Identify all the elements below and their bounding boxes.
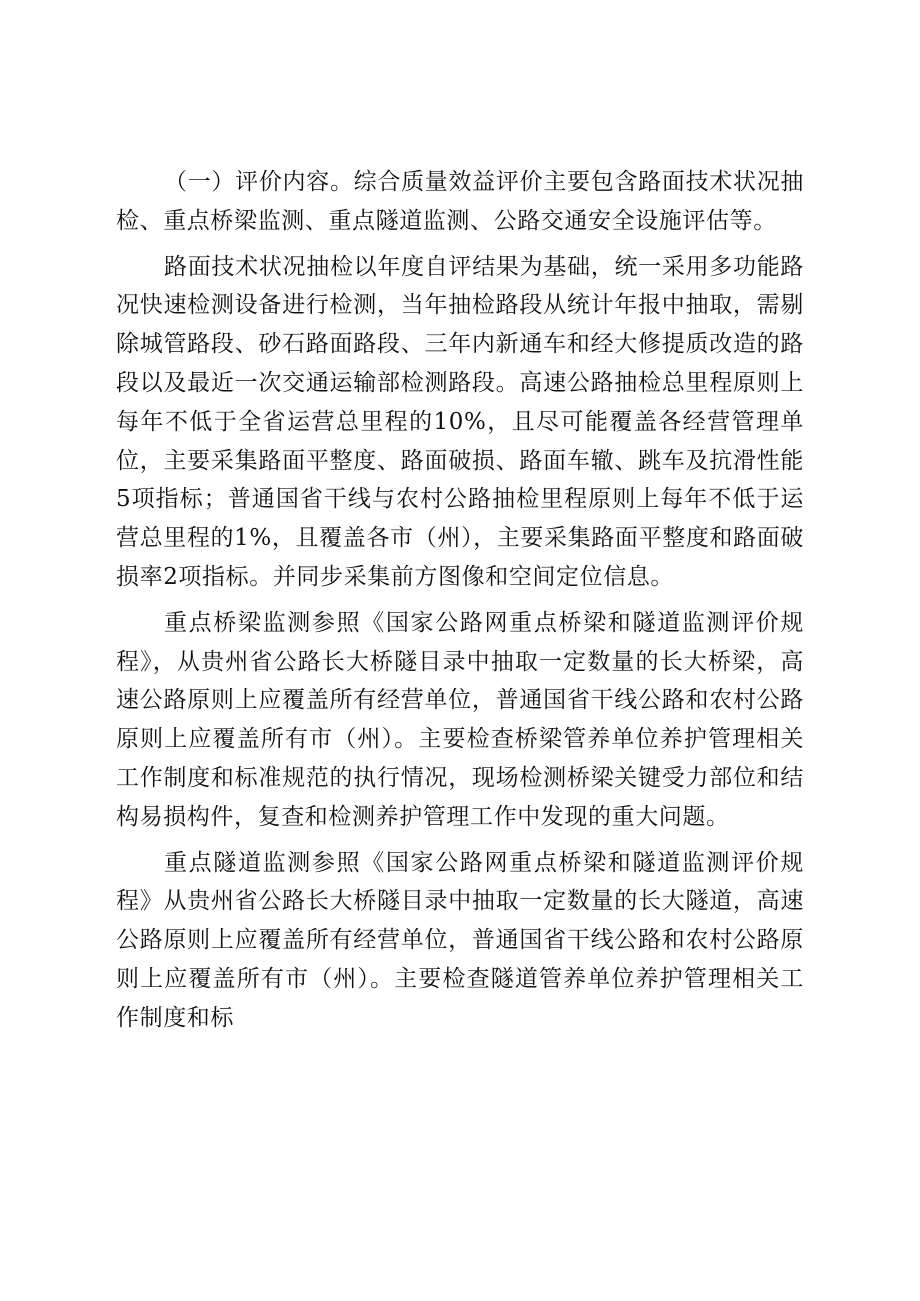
paragraph-pavement-inspection: 路面技术状况抽检以年度自评结果为基础，统一采用多功能路况快速检测设备进行检测，当年抽检路段从统计年报中抽取，需剔除城管路段、砂石路面路段、三年内新通车和经大修提质改造的路段以及最近一次交通运输部检测路段。高速公路抽检总里程原则上每年不低于全省运营总里程的10%，且尽可能覆盖各经营管理单位，主要采集路面平整度、路面破损、路面车辙、跳车及抗滑性能5项指标；普通国省干线与农村公路抽检里程原则上每年不低于运营总里程的1%，且覆盖各市（州），主要采集路面平整度和路面破损率2项指标。并同步采集前方图像和空间定位信息。 [116,253,804,590]
document-body [116,163,804,1038]
paragraph-evaluation-content: （一）评价内容。综合质量效益评价主要包含路面技术状况抽检、重点桥梁监测、重点隧道监测、公路交通安全设施评估等。 [116,169,804,234]
paragraph-tunnel-monitoring: 重点隧道监测参照《国家公路网重点桥梁和隧道监测评价规程》从贵州省公路长大桥隧目录中抽取一定数量的长大隧道，高速公路原则上应覆盖所有经营单位，普通国省干线公路和农村公路原则上应覆盖所有市（州）。主要检查隧道管养单位养护管理相关工作制度和标 [116,849,804,1031]
paragraph-bridge-monitoring: 重点桥梁监测参照《国家公路网重点桥梁和隧道监测评价规程》，从贵州省公路长大桥隧目录中抽取一定数量的长大桥梁，高速公路原则上应覆盖所有经营单位，普通国省干线公路和农村公路原则上应覆盖所有市（州）。主要检查桥梁管养单位养护管理相关工作制度和标准规范的执行情况，现场检测桥梁关键受力部位和结构易损构件，复查和检测养护管理工作中发现的重大问题。 [116,609,804,830]
